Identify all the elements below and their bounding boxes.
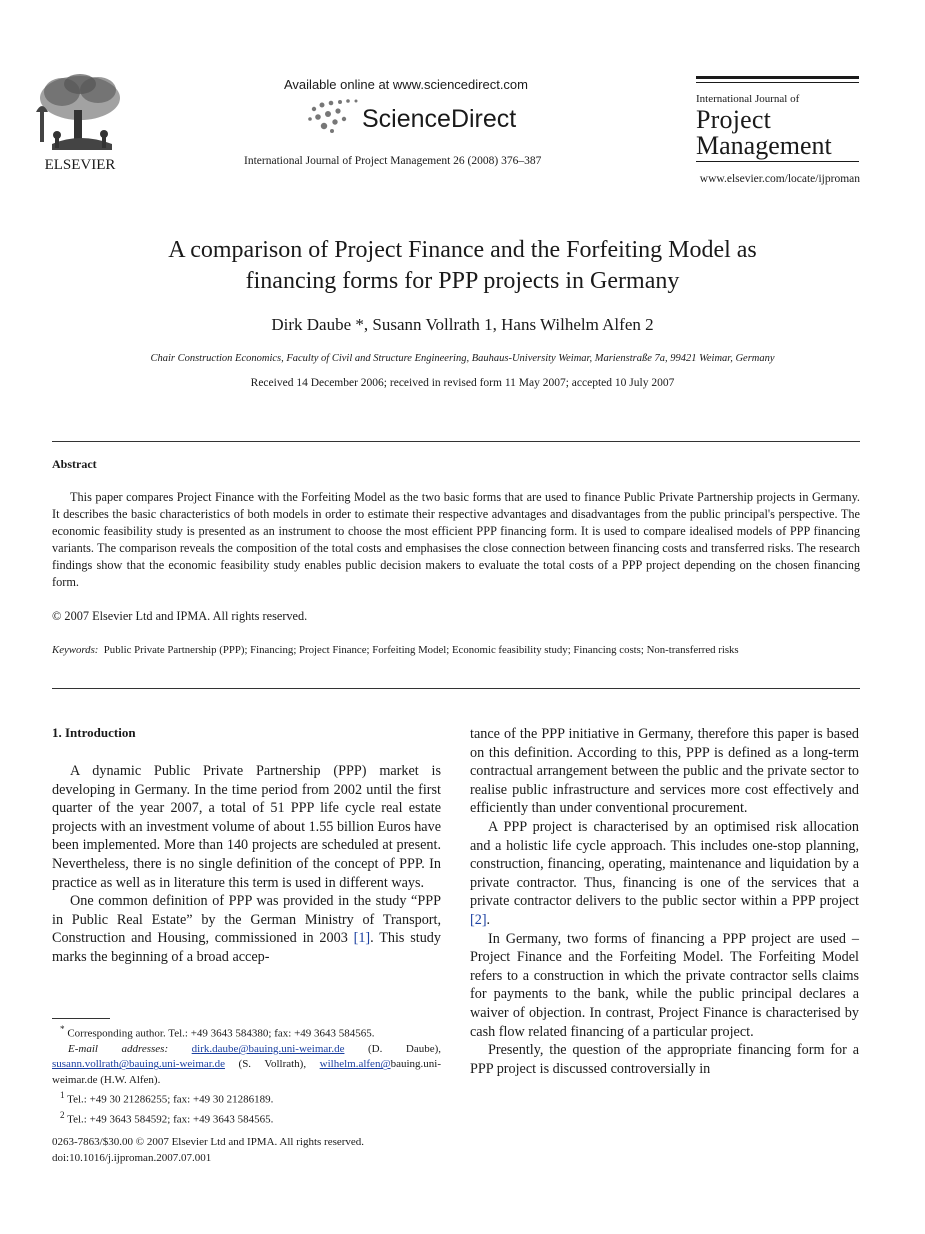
title-line-2: financing forms for PPP projects in Germany: [245, 268, 680, 294]
journal-url[interactable]: www.elsevier.com/locate/ijproman: [699, 173, 860, 185]
intro-paragraph-1: A dynamic Public Private Partnership (PPP) market is developing in Germany. In the time period from 2002 until the first quarter of the year 2007, a total of 51 PPP life cycle real estate projects with an investment volume of about 1.55 billion Euros have been implemented. More than 140 projects are scheduled at present. Nevertheless, there is no single definition of the concept of PPP. In practice as well as in literature this term is used in different ways.: [52, 763, 441, 891]
citation-link-2[interactable]: [2]: [470, 911, 487, 928]
footnotes: [52, 1022, 441, 1128]
sciencedirect-logo: [304, 97, 534, 137]
journal-big-title-1: Project: [696, 105, 772, 134]
email-link-daube[interactable]: dirk.daube@bauing.uni-weimar.de: [191, 1043, 345, 1056]
received-dates: Received 14 December 2006; received in revised form 11 May 2007; accepted 10 July 2007: [250, 377, 675, 389]
email-link-vollrath[interactable]: susann.vollrath@bauing.uni-weimar.de: [52, 1058, 225, 1071]
available-online-text: Available online at www.sciencedirect.com: [284, 77, 528, 92]
masthead-rule-thin: [696, 82, 859, 83]
abstract-rule-top: [52, 441, 860, 442]
right-paragraph-1: tance of the PPP initiative in Germany, therefore this paper is based on this definition. According to this, PPP is defined as a long-term contractual arrangement between the public and the private sector to realise public infrastructure and services more cost effectively and efficiently than under conventional procurement.: [470, 726, 859, 817]
sciencedirect-wordmark: ScienceDirect: [362, 105, 517, 133]
affiliation: Chair Construction Economics, Faculty of Civil and Structure Engineering, Bauhaus-University Weimar, Marienstraße 7a, 99421 Weimar, Germany: [150, 353, 775, 364]
journal-masthead: [696, 76, 859, 162]
abstract-rule-bottom: [52, 688, 860, 689]
footnote-2: $^2$ Tel.: +49 3643 584592; fax: +49 3643 584565.: [60, 1110, 274, 1126]
keywords-label: Keywords:: [52, 644, 99, 656]
issn-line: 0263-7863/$30.00 © 2007 Elsevier Ltd and IPMA. All rights reserved.: [52, 1136, 365, 1148]
elsevier-logo: [22, 70, 138, 174]
keywords: [52, 643, 860, 658]
abstract-copyright: © 2007 Elsevier Ltd and IPMA. All rights reserved.: [52, 609, 308, 623]
abstract-body: This paper compares Project Finance with the Forfeiting Model as the two basic forms that are used to finance Public Private Partnership projects in Germany. It describes the basic characteristics of both models in order to estimate their respective advantages and disadvantages from the public principal's perspective. The economic feasibility study is presented as an instrument to choose the most efficient PPP financing form. It is used to compare idealised models of PPP financing variants. The comparison reveals the composition of the total costs and emphasises the close connection between financing costs and transferred risks. The research findings show that the economic feasibility study enables public decision makers to evaluate the total costs of a PPP project depending on the chosen financing form.: [52, 490, 860, 589]
article-title: [60, 235, 865, 297]
abstract-heading: Abstract: [52, 457, 97, 471]
citation-link-1[interactable]: [1]: [353, 930, 371, 947]
keywords-list: Public Private Partnership (PPP); Financing; Project Finance; Forfeiting Model; Economic feasibility study; Financing costs; Non-transferred risks: [103, 644, 739, 656]
right-paragraph-2: A PPP project is characterised by an optimised risk allocation and a holistic life cycle approach. This includes one-stop planning, construction, financing, operating, maintenance and liquidation by a private contractor. Thus, financing is one of the services that a private contractor delivers to the public sector within a PPP project [2].: [470, 818, 859, 928]
journal-citation: International Journal of Project Management 26 (2008) 376–387: [244, 155, 542, 167]
masthead-rule-top: [696, 76, 859, 79]
footnote-emails: E-mail addresses: dirk.daube@bauing.uni-weimar.de (D. Daube), susann.vollrath@bauing.uni-weimar.de (S. Vollrath), wilhelm.alfen@bauing.uni-weimar.de (H.W. Alfen).: [52, 1043, 442, 1086]
footnote-rule: [52, 1018, 110, 1019]
email-link-alfen[interactable]: wilhelm.alfen@: [319, 1058, 391, 1071]
issn-doi: [52, 1134, 364, 1166]
doi-line[interactable]: doi:10.1016/j.ijproman.2007.07.001: [52, 1152, 212, 1164]
intro-paragraph-2: One common definition of PPP was provided in the study “PPP in Public Real Estate” by the German Ministry of Transport, Construction and Housing, commissioned in 2003 [1]. This study marks the beginning of a broad accep-: [52, 893, 441, 965]
journal-small-title: International Journal of: [696, 93, 800, 105]
masthead-rule-bottom: [696, 161, 859, 162]
right-paragraph-4: Presently, the question of the appropriate financing form for a PPP project is discussed controversially in: [470, 1042, 859, 1077]
footnote-1: $^1$ Tel.: +49 30 21286255; fax: +49 30 21286189.: [60, 1090, 274, 1106]
section-heading-introduction: 1. Introduction: [52, 725, 136, 740]
right-column: [470, 725, 859, 1078]
left-column: [52, 762, 441, 967]
publisher-name: ELSEVIER: [44, 157, 116, 173]
footnote-corresponding: * Corresponding author. Tel.: +49 3643 584380; fax: +49 3643 584565.: [60, 1024, 375, 1040]
title-line-1: A comparison of Project Finance and the Forfeiting Model as: [168, 237, 757, 263]
journal-big-title-2: Management: [696, 131, 832, 160]
right-paragraph-3: In Germany, two forms of financing a PPP project are used – Project Finance and the Forfeiting Model. The Forfeiting Model refers to a construction in which the private contractor sells claims for payments to the bank, while the public principal declares a waiver of objection. In contrast, Project Finance is characterised by cash flow related financing of a particular project.: [470, 930, 859, 1040]
author-list: Dirk Daube *, Susann Vollrath 1, Hans Wilhelm Alfen 2: [271, 315, 654, 334]
